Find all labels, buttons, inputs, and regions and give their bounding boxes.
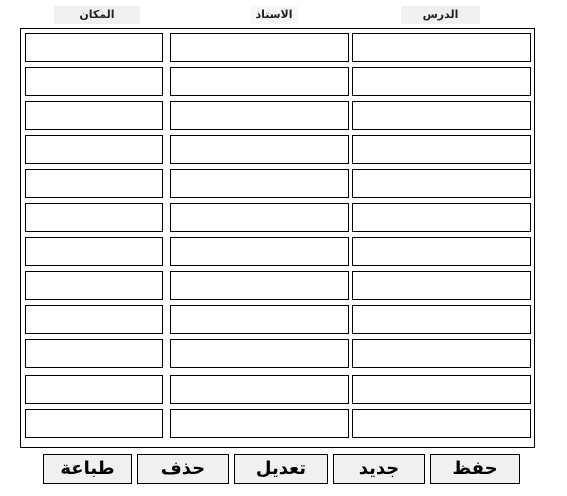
cell-teacher-row-9[interactable] [170, 305, 349, 334]
cell-teacher-row-10[interactable] [170, 339, 349, 368]
cell-place-row-6[interactable] [25, 203, 163, 232]
delete-button[interactable]: حذف [137, 454, 229, 484]
new-button[interactable]: جديد [333, 454, 425, 484]
cell-lesson-row-1[interactable] [352, 33, 531, 62]
save-button[interactable]: حفظ [430, 454, 520, 484]
cell-lesson-row-4[interactable] [352, 135, 531, 164]
cell-teacher-row-2[interactable] [170, 67, 349, 96]
edit-button[interactable]: تعديل [234, 454, 328, 484]
cell-lesson-row-2[interactable] [352, 67, 531, 96]
cell-teacher-row-12[interactable] [170, 409, 349, 438]
cell-place-row-5[interactable] [25, 169, 163, 198]
cell-place-row-9[interactable] [25, 305, 163, 334]
column-header-lesson: الدرس [401, 6, 480, 24]
cell-place-row-2[interactable] [25, 67, 163, 96]
cell-lesson-row-5[interactable] [352, 169, 531, 198]
cell-place-row-12[interactable] [25, 409, 163, 438]
cell-teacher-row-6[interactable] [170, 203, 349, 232]
cell-teacher-row-3[interactable] [170, 101, 349, 130]
cell-lesson-row-9[interactable] [352, 305, 531, 334]
cell-lesson-row-10[interactable] [352, 339, 531, 368]
cell-place-row-1[interactable] [25, 33, 163, 62]
cell-lesson-row-6[interactable] [352, 203, 531, 232]
cell-teacher-row-5[interactable] [170, 169, 349, 198]
cell-place-row-3[interactable] [25, 101, 163, 130]
cell-place-row-10[interactable] [25, 339, 163, 368]
cell-teacher-row-1[interactable] [170, 33, 349, 62]
cell-teacher-row-4[interactable] [170, 135, 349, 164]
cell-lesson-row-11[interactable] [352, 375, 531, 404]
cell-place-row-11[interactable] [25, 375, 163, 404]
cell-teacher-row-7[interactable] [170, 237, 349, 266]
cell-place-row-4[interactable] [25, 135, 163, 164]
cell-teacher-row-8[interactable] [170, 271, 349, 300]
cell-place-row-7[interactable] [25, 237, 163, 266]
cell-place-row-8[interactable] [25, 271, 163, 300]
column-header-place: المكان [54, 6, 140, 24]
print-button[interactable]: طباعة [43, 454, 132, 484]
cell-teacher-row-11[interactable] [170, 375, 349, 404]
column-header-teacher: الاستاذ [250, 6, 298, 24]
cell-lesson-row-3[interactable] [352, 101, 531, 130]
cell-lesson-row-7[interactable] [352, 237, 531, 266]
cell-lesson-row-8[interactable] [352, 271, 531, 300]
cell-lesson-row-12[interactable] [352, 409, 531, 438]
